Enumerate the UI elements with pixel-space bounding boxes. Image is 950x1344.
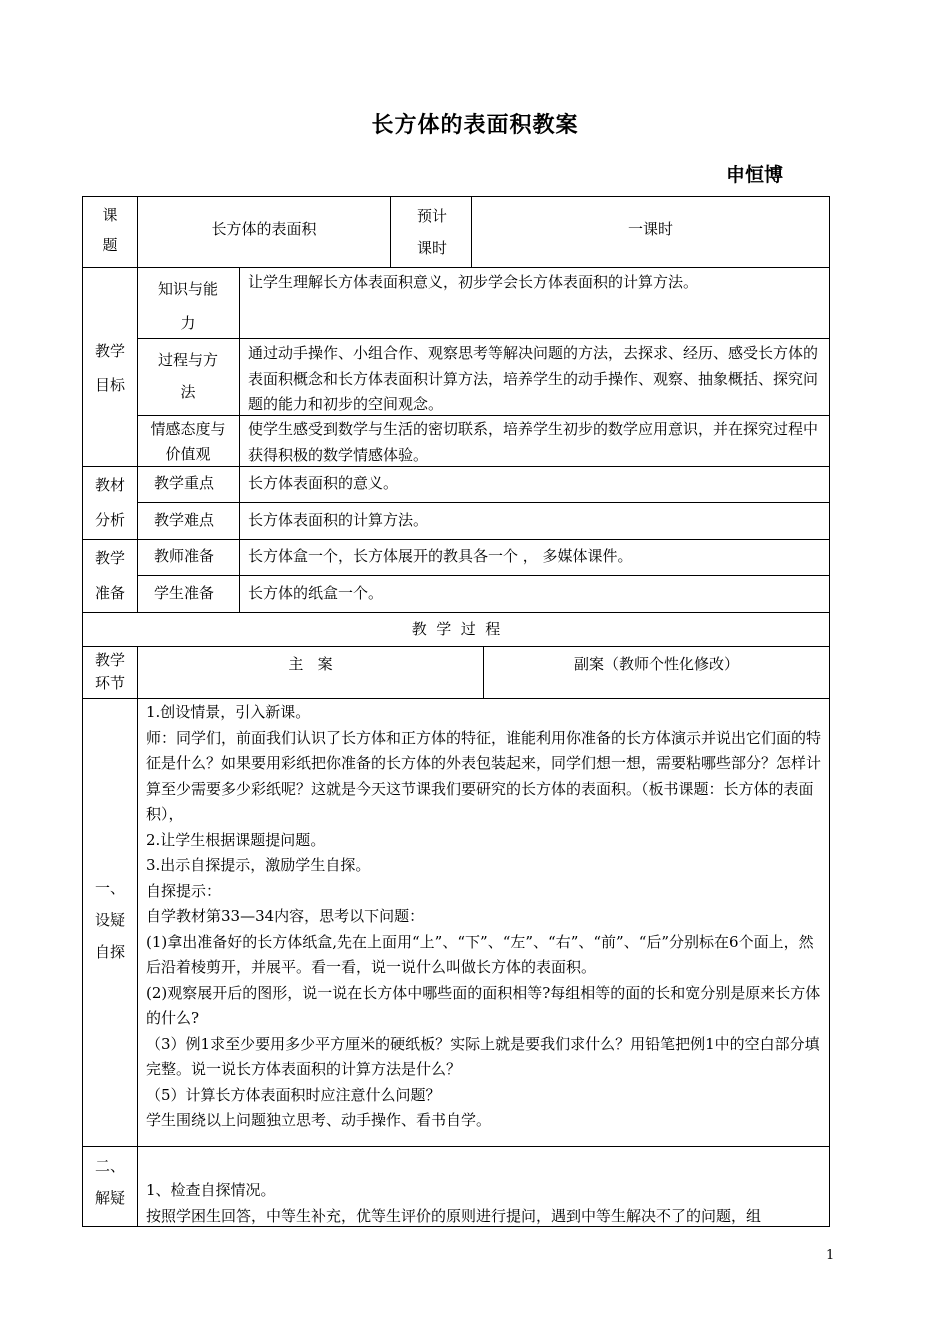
difficulty-label: 教学难点 [154, 511, 215, 529]
main-plan-column-header: 主 案 [288, 655, 333, 673]
teacher-prep-label: 教师准备 [154, 547, 215, 565]
document-title: 长方体的表面积教案 [371, 113, 579, 138]
stage1-line: 自学教材第33—34内容，思考以下问题： [146, 907, 425, 925]
time-label: 预计课时 [416, 207, 447, 257]
topic-label: 课题 [102, 206, 118, 254]
page-number: 1 [826, 1248, 835, 1263]
author-name: 申恒博 [726, 164, 784, 186]
objective-label-knowledge: 知识与能力 [157, 280, 218, 332]
stage1-line: 自探提示： [146, 881, 222, 900]
stage1-line: （5）计算长方体表面积时应注意什么问题？ [146, 1085, 441, 1104]
key-point-text: 长方体表面积的意义。 [248, 474, 399, 492]
teacher-prep-text: 长方体盒一个，长方体展开的教具各一个 ， 多媒体课件。 [248, 547, 633, 565]
time-value: 一课时 [627, 220, 673, 238]
stage1-line: （3）例1求至少要用多少平方厘米的硬纸板？实际上就是要我们求什么？用铅笔把例1中的空白部分填完整。说一说长方体表面积的计算方法是什么？ [146, 1034, 820, 1078]
stage1-label: 一、设疑自探 [94, 879, 125, 961]
objectives-label: 教学目标 [94, 342, 125, 394]
stage1-line: 学生围绕以上问题独立思考、动手操作、看书自学。 [146, 1111, 492, 1129]
objective-label-emotion: 情感态度与价值观 [150, 420, 226, 463]
stage1-line: (2)观察展开后的图形，说一说在长方体中哪些面的面积相等?每组相等的面的长和宽分别是原来长方体的什么? [146, 983, 821, 1027]
stage2-line: 1、检查自探情况。 [146, 1181, 276, 1199]
objective-text-process: 通过动手操作、小组合作、观察思考等解决问题的方法，去探求、经历、感受长方体的表面积概念和长方体表面积计算方法，培养学生的动手操作、观察、抽象概括、探究问题的能力和初步的空间观念。 [248, 344, 819, 414]
preparation-label: 教学准备 [94, 549, 125, 602]
topic-value: 长方体的表面积 [211, 220, 317, 238]
objective-text-knowledge: 让学生理解长方体表面积意义，初步学会长方体表面积的计算方法。 [248, 273, 699, 291]
material-analysis-label: 教材分析 [94, 476, 125, 529]
stage1-content [146, 700, 822, 1134]
objective-text-emotion: 使学生感受到数学与生活的密切联系，培养学生初步的数学应用意识，并在探究过程中获得积极的数学情感体验。 [248, 420, 819, 464]
key-point-label: 教学重点 [154, 474, 215, 492]
student-prep-label: 学生准备 [154, 584, 215, 602]
stage1-line: 师：同学们，前面我们认识了长方体和正方体的特征，谁能利用你准备的长方体演示并说出它们面的特征是什么？如果要用彩纸把你准备的长方体的外表包装起来，同学们想一想，需要粘哪些部分？怎样计算至少需要多少彩纸呢？这就是今天这节课我们要研究的长方体的表面积。（板书课题：长方体的表面积）， [146, 728, 822, 823]
stage1-line: 1.创设情景，引入新课。 [146, 703, 311, 721]
stage1-line: (1)拿出准备好的长方体纸盒,先在上面用“上”、“下”、“左”、“右”、“前”、“后”分别标在6个面上，然后沿着棱剪开，并展平。看一看，说一说什么叫做长方体的表面积。 [146, 932, 814, 976]
stage2-line: 按照学困生回答，中等生补充，优等生评价的原则进行提问，遇到中等生解决不了的问题，组 [146, 1206, 762, 1225]
student-prep-text: 长方体的纸盒一个。 [248, 584, 384, 602]
stage1-line: 2.让学生根据课题提问题。 [146, 830, 326, 849]
stage2-content [146, 1178, 822, 1226]
process-header: 教 学 过 程 [411, 620, 501, 638]
stage-column-header: 教学环节 [94, 651, 125, 692]
stage1-line: 3.出示自探提示，激励学生自探。 [146, 856, 371, 874]
objective-label-process: 过程与方法 [157, 351, 218, 401]
sub-plan-column-header: 副案（教师个性化修改） [573, 655, 739, 673]
stage2-label: 二、解疑 [94, 1157, 125, 1207]
difficulty-text: 长方体表面积的计算方法。 [248, 511, 429, 529]
